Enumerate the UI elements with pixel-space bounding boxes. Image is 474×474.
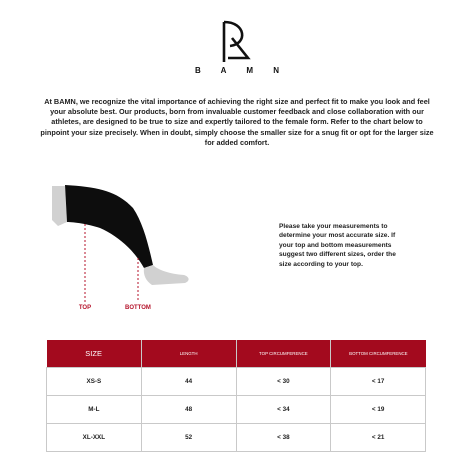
size-cell: XS-S [47,368,142,396]
column-header-length: LENGTH [141,340,236,368]
column-header-bottom-circumference: BOTTOM CIRCUMFERENCE [331,340,426,368]
size-cell: XL-XXL [47,424,142,452]
sock-garment-shape [65,185,153,268]
foot-skin-shape [144,265,189,285]
measurement-note: Please take your measurements to determine your most accurate size. If your top and bottom measurements suggest two different sizes, order the size according to your top. [279,223,396,268]
thigh-skin-shape [52,186,67,226]
table-row [47,396,426,424]
table-row [47,368,426,396]
bottom-label: BOTTOM [125,305,151,311]
brand-wordmark: B A M N [194,66,289,75]
top-circumference-cell: < 34 [236,396,331,424]
bottom-circumference-cell: < 17 [331,368,426,396]
table-row [47,424,426,452]
top-circumference-cell: < 30 [236,368,331,396]
bottom-circumference-cell: < 21 [331,424,426,452]
size-cell: M-L [47,396,142,424]
column-header-size: SIZE [47,340,142,368]
bottom-circumference-cell: < 19 [331,396,426,424]
length-cell: 48 [141,396,236,424]
length-cell: 52 [141,424,236,452]
table-header-row [47,340,426,368]
top-label: TOP [78,305,92,311]
intro-paragraph: At BAMN, we recognize the vital importance of achieving the right size and perfect fit to make you look and feel your absolute best. Our products, born from invaluable customer feedback and close collaboration with our athletes, are designed to be true to size and expertly tailored to the female form. Refer to the chart below to pinpoint your size precisely. When in doubt, simply choose the smaller size for a snug fit or opt for the larger size for added comfort. [40,97,434,147]
length-cell: 44 [141,368,236,396]
leg-measurement-diagram [40,178,210,318]
size-chart-table [46,340,426,452]
column-header-top-circumference: TOP CIRCUMFERENCE [236,340,331,368]
top-circumference-cell: < 38 [236,424,331,452]
bamn-logo [218,18,258,66]
